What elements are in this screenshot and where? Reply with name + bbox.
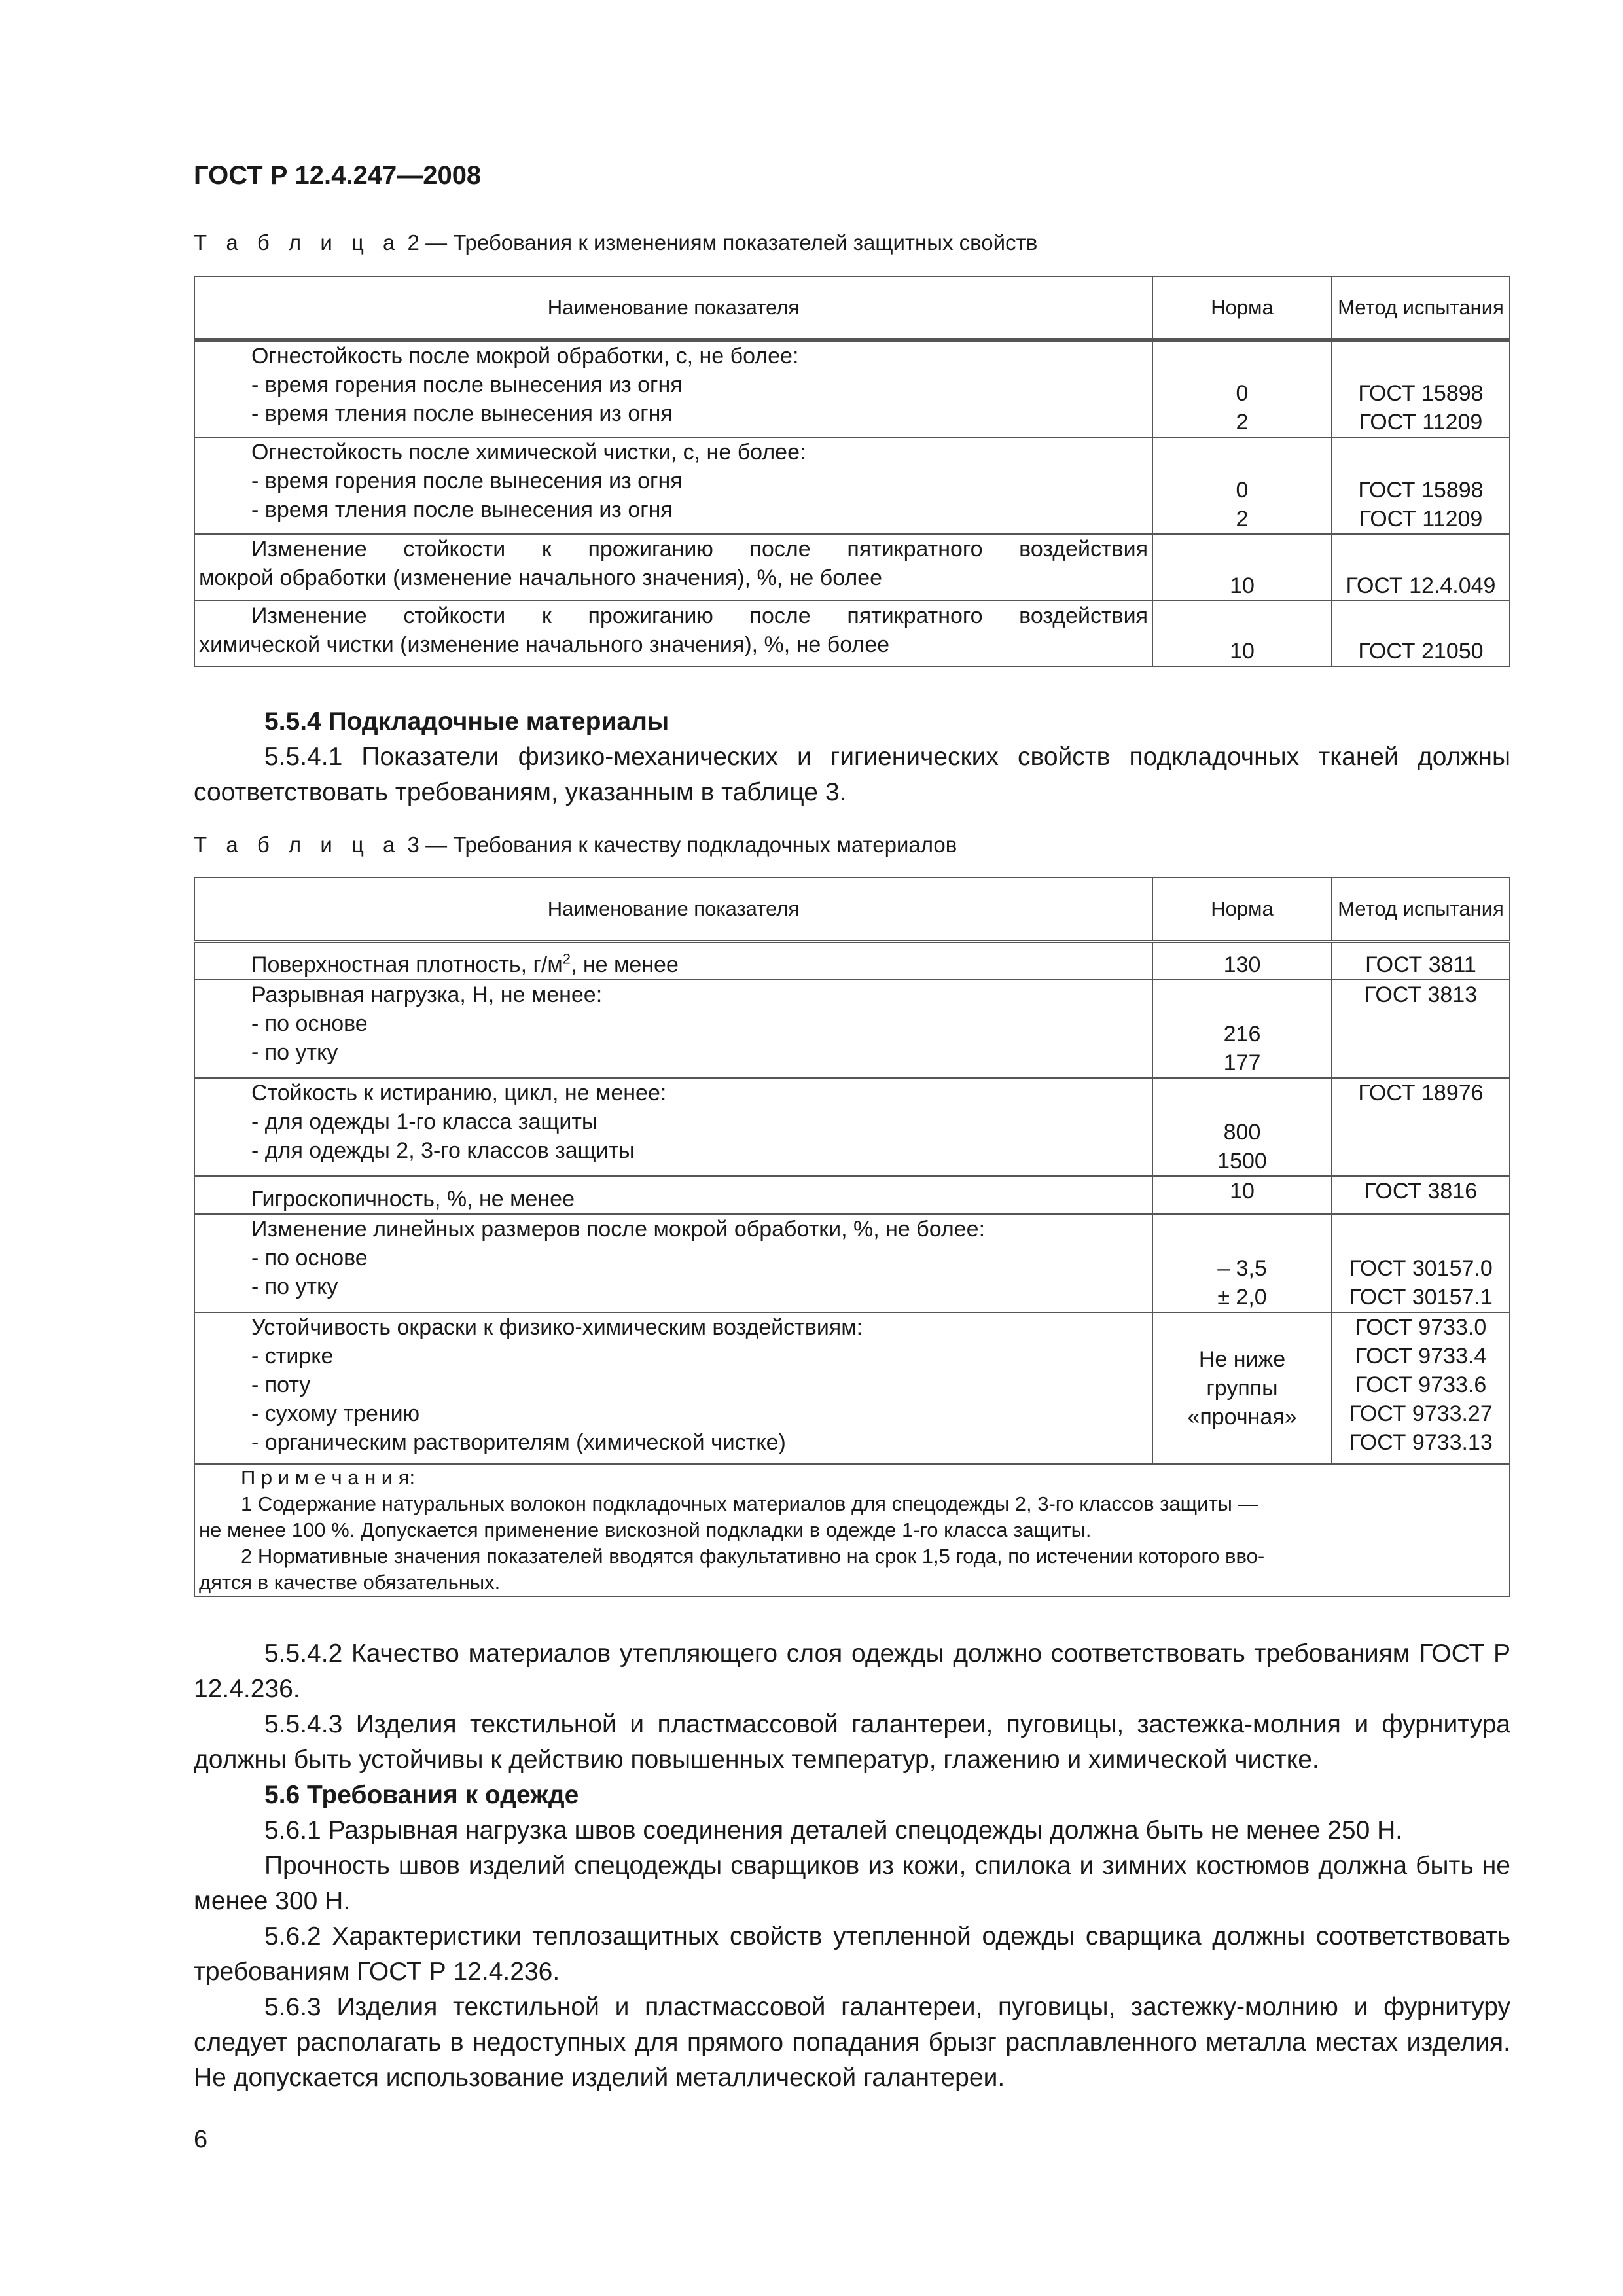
- table-cell: 0 2: [1152, 340, 1332, 437]
- table-cell: – 3,5 ± 2,0: [1152, 1214, 1332, 1312]
- table-cell: 10: [1152, 534, 1332, 601]
- table-cell: Не ниже группы «прочная»: [1152, 1312, 1332, 1464]
- table-row: [194, 601, 1510, 666]
- paragraph: 5.5.4.2 Качество материалов утепляющего слоя одежды должно соответствовать требованиям ГОСТ Р 12.4.236.: [194, 1640, 1510, 1703]
- column-header: Норма: [1152, 878, 1332, 942]
- column-header: Метод испытания: [1332, 276, 1510, 340]
- table-notes-row: [194, 1464, 1510, 1596]
- table-row: [194, 942, 1510, 980]
- paragraph: Прочность швов изделий спецодежды сварщиков из кожи, спилока и зимних костюмов должна быть не менее 300 Н.: [194, 1852, 1510, 1915]
- table-row: [194, 340, 1510, 437]
- table-cell: Изменение стойкости к прожиганию после пятикратного воздействия химической чистки (изменение начального значения), %, не более: [194, 601, 1152, 666]
- body-paragraphs: [194, 1636, 1510, 2096]
- paragraph: 5.6.2 Характеристики теплозащитных свойств утепленной одежды сварщика должны соответствовать требованиям ГОСТ Р 12.4.236.: [194, 1922, 1510, 1986]
- table-cell: Устойчивость окраски к физико-химическим воздействиям: - стирке - поту - сухому трению - органическим растворителям (химической чистке): [194, 1312, 1152, 1464]
- table-header-row: [194, 276, 1510, 340]
- table-2-caption: Т а б л и ц а 2 — Требования к изменениям показателей защитных свойств: [194, 230, 1038, 255]
- paragraph: 5.6.1 Разрывная нагрузка швов соединения деталей спецодежды должна быть не менее 250 Н.: [264, 1816, 1403, 1844]
- table-cell: ГОСТ 18976: [1332, 1078, 1510, 1176]
- table-cell: 800 1500: [1152, 1078, 1332, 1176]
- paragraph: 5.6.3 Изделия текстильной и пластмассовой галантереи, пуговицы, застежку-молнию и фурнитуру следует располагать в недоступных для прямого попадания брызг расплавленного металла местах изделия. Не допускается использование изделий металлической галантереи.: [194, 1993, 1510, 2092]
- column-header: Наименование показателя: [194, 878, 1152, 942]
- table-row: [194, 534, 1510, 601]
- section-heading: 5.6 Требования к одежде: [264, 1781, 579, 1809]
- table-cell: 10: [1152, 1176, 1332, 1214]
- table-cell: ГОСТ 3811: [1332, 942, 1510, 980]
- table-cell: ГОСТ 9733.0 ГОСТ 9733.4 ГОСТ 9733.6 ГОСТ 9733.27 ГОСТ 9733.13: [1332, 1312, 1510, 1464]
- table-3: [194, 877, 1510, 1597]
- paragraph: 5.5.4.3 Изделия текстильной и пластмассовой галантереи, пуговицы, застежка-молния и фурнитура должны быть устойчивы к действию повышенных температур, глажению и химической чистке.: [194, 1710, 1510, 1774]
- table-cell: Поверхностная плотность, $г/м^2$, не менее: [194, 942, 1152, 980]
- table-cell: Гигроскопичность, %, не менее: [194, 1176, 1152, 1214]
- table-cell: ГОСТ 15898 ГОСТ 11209: [1332, 340, 1510, 437]
- table-row: [194, 437, 1510, 534]
- table-cell: Огнестойкость после химической чистки, с, не более: - время горения после вынесения из огня - время тления после вынесения из огня: [194, 437, 1152, 534]
- column-header: Наименование показателя: [194, 276, 1152, 340]
- table-row: [194, 1078, 1510, 1176]
- document-header: ГОСТ Р 12.4.247—2008: [194, 161, 482, 190]
- page-number: 6: [194, 2126, 208, 2153]
- table-cell: Огнестойкость после мокрой обработки, с, не более: - время горения после вынесения из огня - время тления после вынесения из огня: [194, 340, 1152, 437]
- table-cell: 216 177: [1152, 980, 1332, 1078]
- table-row: [194, 1214, 1510, 1312]
- table-cell: ГОСТ 3816: [1332, 1176, 1510, 1214]
- table-cell: Разрывная нагрузка, Н, не менее: - по основе - по утку: [194, 980, 1152, 1078]
- paragraph: 5.5.4.1 Показатели физико-механических и гигиенических свойств подкладочных тканей должны соответствовать требованиям, указанным в таблице 3.: [194, 743, 1510, 806]
- table-cell: 0 2: [1152, 437, 1332, 534]
- table-notes: П р и м е ч а н и я: 1 Содержание натуральных волокон подкладочных материалов для спецодежды 2, 3-го классов защиты — не менее 100 %. Допускается применение вискозной подкладки в одежде 1-го класса защиты. 2 Нормативные значения показателей вводятся факультативно на срок 1,5 года, по истечении которого вво- дятся в качестве обязательных.: [194, 1464, 1510, 1596]
- table-cell: ГОСТ 21050: [1332, 601, 1510, 666]
- table-row: [194, 1312, 1510, 1464]
- table-cell: 10: [1152, 601, 1332, 666]
- section-5-5-4: [194, 704, 1510, 810]
- section-heading: 5.5.4 Подкладочные материалы: [264, 708, 669, 736]
- table-cell: Изменение линейных размеров после мокрой обработки, %, не более: - по основе - по утку: [194, 1214, 1152, 1312]
- column-header: Метод испытания: [1332, 878, 1510, 942]
- table-3-caption: Т а б л и ц а 3 — Требования к качеству подкладочных материалов: [194, 833, 957, 857]
- table-cell: Стойкость к истиранию, цикл, не менее: - для одежды 1-го класса защиты - для одежды 2, 3-го классов защиты: [194, 1078, 1152, 1176]
- table-cell: Изменение стойкости к прожиганию после пятикратного воздействия мокрой обработки (изменение начального значения), %, не более: [194, 534, 1152, 601]
- table-cell: 130: [1152, 942, 1332, 980]
- column-header: Норма: [1152, 276, 1332, 340]
- table-2: [194, 276, 1510, 667]
- table-row: [194, 980, 1510, 1078]
- table-cell: ГОСТ 30157.0 ГОСТ 30157.1: [1332, 1214, 1510, 1312]
- table-cell: ГОСТ 12.4.049: [1332, 534, 1510, 601]
- table-cell: ГОСТ 3813: [1332, 980, 1510, 1078]
- table-row: [194, 1176, 1510, 1214]
- table-header-row: [194, 878, 1510, 942]
- table-cell: ГОСТ 15898 ГОСТ 11209: [1332, 437, 1510, 534]
